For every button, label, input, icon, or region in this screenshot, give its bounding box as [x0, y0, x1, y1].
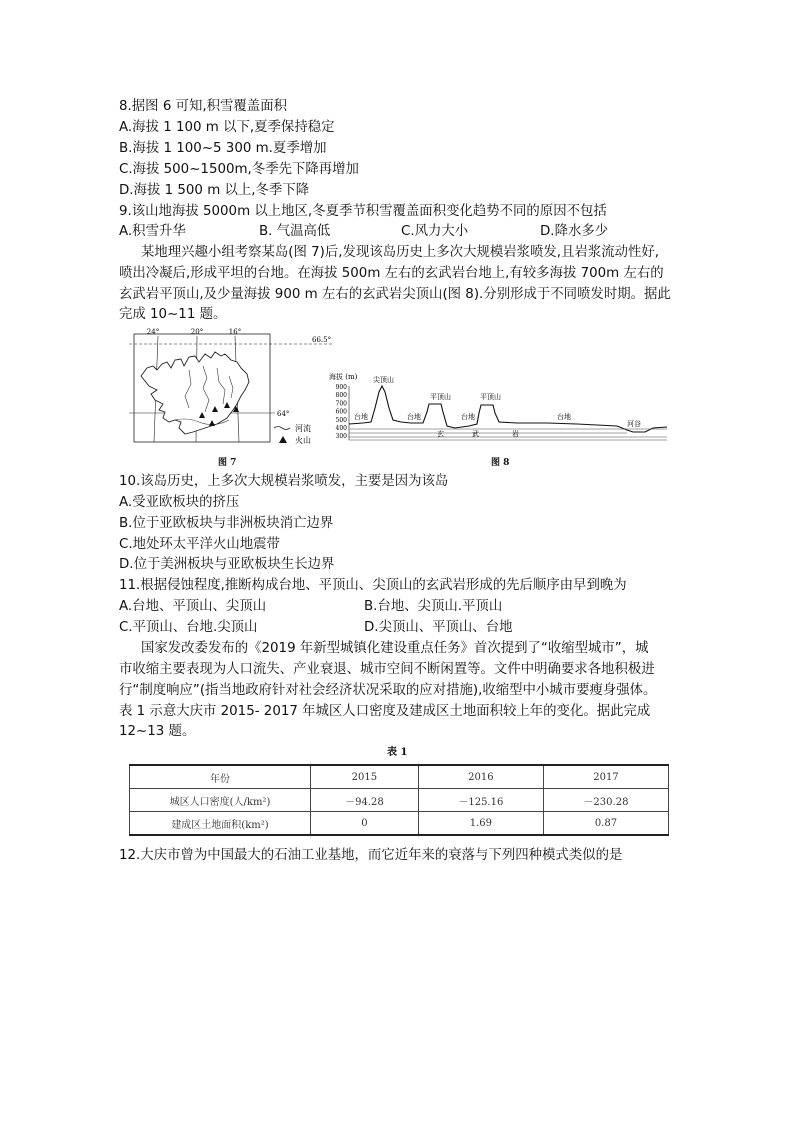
q8-option-b: B.海拔 1 100~5 300 m.夏季增加: [119, 141, 327, 156]
q10-option-d: D.位于美洲板块与亚欧板块生长边界: [119, 557, 335, 572]
fig8-ytick-label: 600: [335, 408, 347, 416]
table-cell: 2017: [543, 765, 668, 789]
fig8-basalt-2: 武: [472, 430, 479, 438]
table-cell: 0.87: [543, 812, 668, 836]
table-cell: －230.28: [543, 789, 668, 812]
table-cell: 0: [311, 812, 419, 836]
q8-option-a: A.海拔 1 100 m 以下,夏季保持稳定: [119, 120, 335, 135]
table-header-row: [130, 765, 669, 789]
q8-stem: 8.据图 6 可知,积雪覆盖面积: [119, 99, 287, 114]
q11-option-d: D.尖顶山、平顶山、台地: [364, 620, 513, 635]
passage1-line3: 玄武岩平顶山,及少量海拔 900 m 左右的玄武岩尖顶山(图 8).分别形成于不同喷发时期。据此: [119, 287, 671, 302]
fig8-peak-label: 尖顶山: [373, 376, 394, 384]
q9-option-b: B. 气温高低: [259, 224, 331, 239]
figure-8-profile: [327, 368, 672, 448]
passage1-line2: 喷出冷凝后,形成平坦的台地。在海拔 500m 左右的玄武岩台地上,有较多海拔 700m 左右的: [119, 266, 664, 281]
fig8-ytick-label: 300: [335, 433, 347, 441]
q10-option-a: A.受亚欧板块的挤压: [119, 495, 240, 510]
fig7-lon-16: 16°: [228, 328, 242, 336]
passage2-line5: 12~13 题。: [119, 724, 196, 739]
q9-option-c: C.风力大小: [401, 224, 469, 239]
table-row: [130, 812, 669, 836]
fig8-mesa-2: 平顶山: [480, 393, 501, 401]
passage1-line1: 某地理兴趣小组考察某岛(图 7)后,发现该岛历史上多次大规模岩浆喷发,且岩浆流动性好,: [141, 245, 660, 260]
figure-7-map: [129, 326, 344, 466]
table-cell: 年份: [130, 765, 311, 789]
fig7-lon-24: 24°: [146, 328, 160, 336]
passage2-line4: 表 1 示意大庆市 2015- 2017 年城区人口密度及建成区土地面积较上年的变化。据此完成: [119, 704, 651, 719]
q11-option-c: C.平顶山、台地.尖顶山: [119, 620, 258, 635]
table-cell: 建成区土地面积(km²): [130, 812, 311, 836]
fig7-lat-66: 66.5°: [312, 336, 332, 344]
q11-option-a: A.台地、平顶山、尖顶山: [119, 599, 267, 614]
table-cell: －94.28: [311, 789, 419, 812]
table-row: [130, 789, 669, 812]
table-1: [129, 764, 669, 836]
q9-option-a: A.积雪升华: [119, 224, 186, 239]
q12-stem: 12.大庆市曾为中国最大的石油工业基地，而它近年来的衰落与下列四种模式类似的是: [119, 848, 623, 863]
fig8-mesa-1: 平顶山: [430, 393, 451, 401]
fig8-plateau-2: 台地: [407, 413, 421, 421]
fig7-lat-64: 64°: [277, 410, 290, 418]
table-cell: 城区人口密度(人/km²): [130, 789, 311, 812]
river-legend-icon: [274, 427, 290, 430]
q8-option-d: D.海拔 1 500 m 以上,冬季下降: [119, 183, 310, 198]
passage1-line4: 完成 10~11 题。: [119, 307, 227, 322]
fig8-basalt-3: 岩: [512, 430, 519, 438]
passage2-line3: 行“制度响应”(指当地政府针对社会经济状况采取的应对措施),收缩型中小城市要瘦身强体。: [119, 683, 657, 698]
table-cell: 2015: [311, 765, 419, 789]
table-cell: 2016: [418, 765, 543, 789]
fig8-plateau-3: 台地: [461, 413, 475, 421]
figure-8-caption: 图 8: [491, 458, 510, 468]
fig8-ytick-label: 900: [335, 384, 347, 391]
fig7-legend-volcano: 火山: [295, 436, 311, 445]
fig8-ytick-label: 700: [335, 400, 347, 408]
passage2-line1: 国家发改委发布的《2019 年新型城镇化建设重点任务》首次提到了“收缩型城市”，城: [141, 641, 649, 656]
fig8-ytick-label: 400: [335, 425, 347, 432]
q9-stem: 9.该山地海拔 5000m 以上地区,冬夏季节积雪覆盖面积变化趋势不同的原因不包括: [119, 204, 607, 219]
fig8-ytick-label: 800: [335, 392, 347, 400]
table-1-caption: 表 1: [387, 747, 408, 758]
fig8-plateau-4: 台地: [557, 413, 571, 421]
fig8-plateau-1: 台地: [354, 413, 368, 421]
fig8-ylabel: 海拔 (m): [329, 373, 358, 381]
fig8-basalt-1: 玄: [437, 430, 444, 438]
q10-option-b: B.位于亚欧板块与非洲板块消亡边界: [119, 516, 334, 531]
fig7-legend-river: 河流: [295, 424, 311, 433]
q9-option-d: D.降水多少: [540, 224, 609, 239]
q11-stem: 11.根据侵蚀程度,推断构成台地、平顶山、尖顶山的玄武岩形成的先后顺序由早到晚为: [119, 578, 627, 593]
passage2-line2: 市收缩主要表现为人口流失、产业衰退、城市空间不断闲置等。文件中明确要求各地积极进: [119, 662, 655, 677]
table-cell: －125.16: [418, 789, 543, 812]
q10-option-c: C.地处环太平洋火山地震带: [119, 537, 280, 552]
q11-option-b: B.台地、尖顶山.平顶山: [364, 599, 503, 614]
figure-7-caption: 图 7: [218, 458, 237, 468]
fig8-valley-label: 河谷: [627, 420, 641, 428]
fig8-ytick-label: 500: [335, 416, 347, 424]
q10-stem: 10.该岛历史，上多次大规模岩浆喷发，主要是因为该岛: [119, 474, 449, 489]
fig7-lon-20: 20°: [190, 328, 204, 336]
q8-option-c: C.海拔 500~1500m,冬季先下降再增加: [119, 162, 359, 177]
table-cell: 1.69: [418, 812, 543, 836]
